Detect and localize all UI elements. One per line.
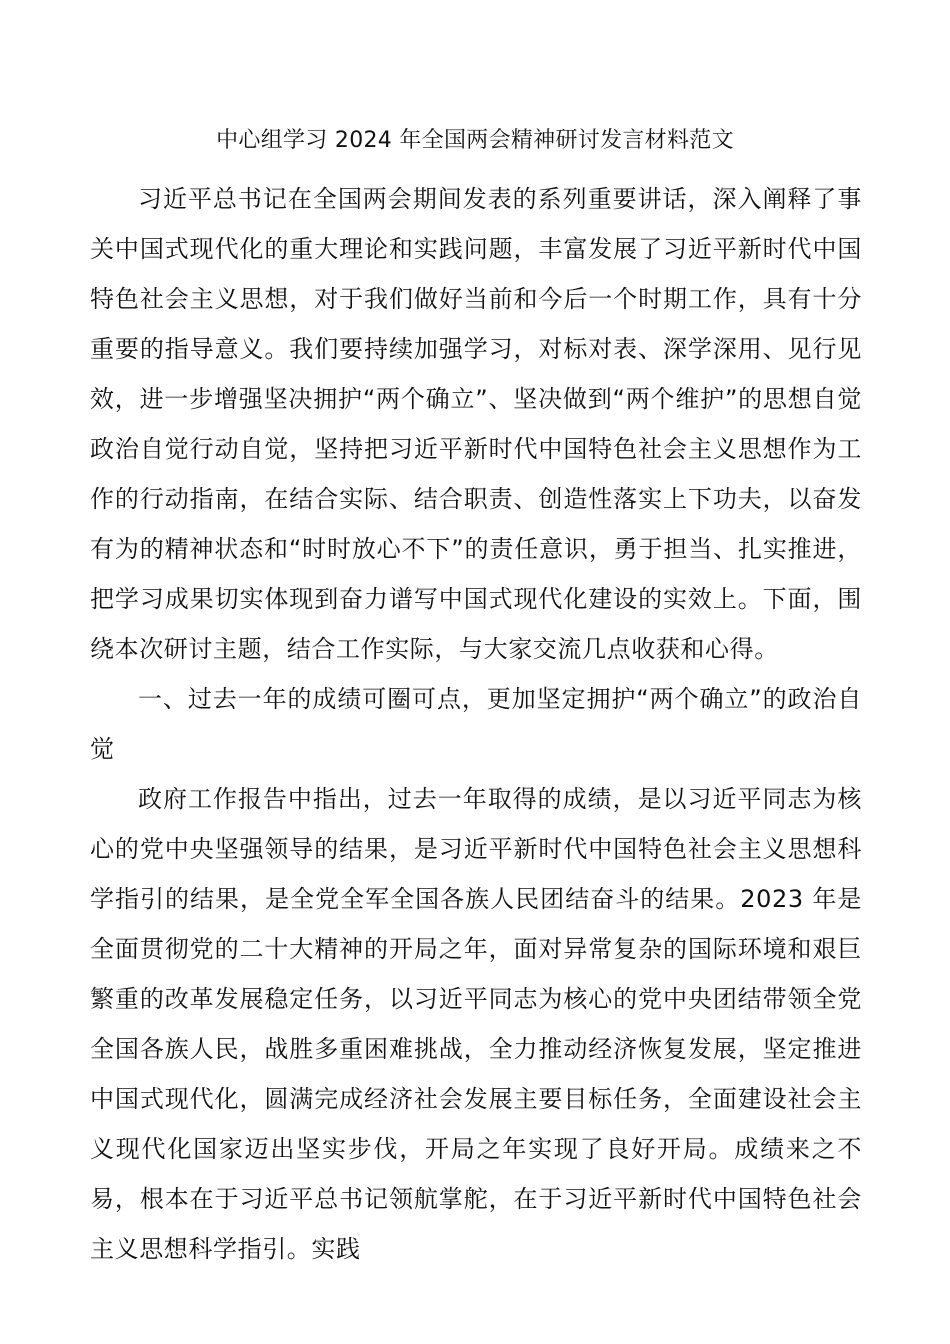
section-heading-1: 一、过去一年的成绩可圈可点，更加坚定拥护“两个确立”的政治自觉 [90,685,862,763]
document-title: 中心组学习 2024 年全国两会精神研讨发言材料范文 [216,128,734,153]
document-body [90,174,862,1274]
paragraph-section-1: 政府工作报告中指出，过去一年取得的成绩，是以习近平同志为核心的党中央坚强领导的结果，是习近平新时代中国特色社会主义思想科学指引的结果，是全党全军全国各族人民团结奋斗的结果。2023 年是全面贯彻党的二十大精神的开局之年，面对异常复杂的国际环境和艰巨繁重的改革发展稳定任务，以习近平同志为核心的党中央团结带领全党全国各族人民，战胜多重困难挑战，全力推动经济恢复发展，坚定推进中国式现代化，圆满完成经济社会发展主要目标任务，全面建设社会主义现代化国家迈出坚实步伐，开局之年实现了良好开局。成绩来之不易，根本在于习近平总书记领航掌舵，在于习近平新时代中国特色社会主义思想科学指引。实践 [90,785,862,1263]
paragraph-intro: 习近平总书记在全国两会期间发表的系列重要讲话，深入阐释了事关中国式现代化的重大理论和实践问题，丰富发展了习近平新时代中国特色社会主义思想，对于我们做好当前和今后一个时期工作，具有十分重要的指导意义。我们要持续加强学习，对标对表、深学深用、见行见效，进一步增强坚决拥护“两个确立”、坚决做到“两个维护”的思想自觉政治自觉行动自觉，坚持把习近平新时代中国特色社会主义思想作为工作的行动指南，在结合实际、结合职责、创造性落实上下功夫，以奋发有为的精神状态和“时时放心不下”的责任意识，勇于担当、扎实推进，把学习成果切实体现到奋力谱写中国式现代化建设的实效上。下面，围绕本次研讨主题，结合工作实际，与大家交流几点收获和心得。 [90,185,862,663]
